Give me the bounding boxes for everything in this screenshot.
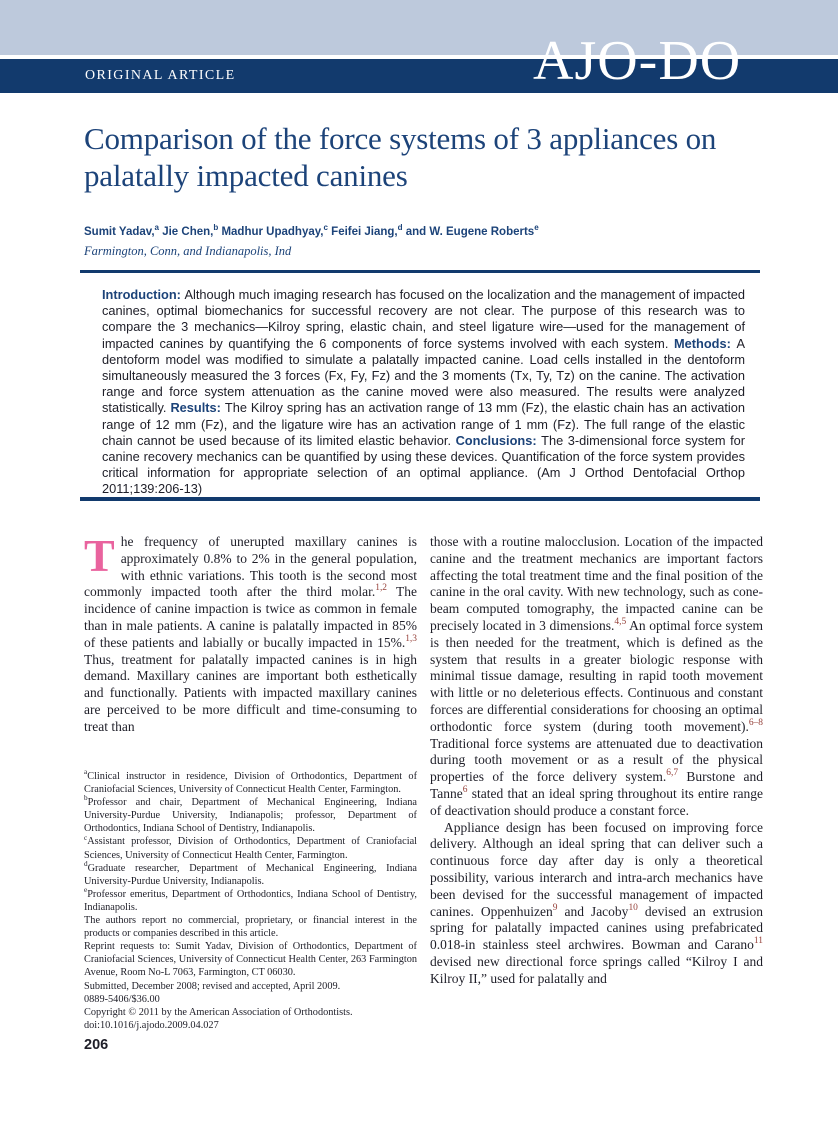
footnote-item: Copyright © 2011 by the American Association of Orthodontists. bbox=[84, 1006, 353, 1018]
footnote-item: Submitted, December 2008; revised and accepted, April 2009. bbox=[84, 980, 341, 992]
body-paragraph: those with a routine malocclusion. Location of the impacted canine and the treatment mechanics are important factors affecting the total treatment time and the final position of the canine in the oral cavity. With new technology, such as cone-beam computed tomography, the impacted canine can be precisely located in 3 dimensions.$^{4,5}$ An optimal force system is then needed for the treatment, which is defined as the system that results in a greater biologic response with minimal tissue damage, resulting in rapid tooth movement with little or no deleterious effects. Continuous and constant forces are differential considerations for choosing an optimal orthodontic force system (during tooth movement).$^{6-8}$ Traditional force systems are attenuated due to deactivation during tooth movement or as a result of the physical properties of the force delivery system.$^{6,7}$ Burstone and Tanne$^6$ stated that an ideal spring throughout its entire range of deactivation should produce a constant force. bbox=[430, 534, 763, 818]
intro-paragraph: he frequency of unerupted maxillary canines is approximately 0.8% to 2% in the general population, with ethnic variations. This tooth is the second most commonly impacted tooth after the third molar.$^{1,2}$ The incidence of canine impaction is twice as common in female than in male patients. A canine is palatally impacted in 85% of these patients and labially or bucally impacted in 15%.$^{1,3}$ Thus, treatment for palatally impacted canines is in high demand. Maxillary canines are important both esthetically and functionally. Patients with impacted maxillary canines are perceived to be more difficult and time-consuming to treat than bbox=[84, 534, 417, 734]
footnote-item: $^e$Professor emeritus, Department of Orthodontics, Indiana School of Dentistry, Indianapolis. bbox=[84, 886, 417, 913]
journal-logo: AJO-DO bbox=[533, 30, 742, 92]
abstract-rule-bottom bbox=[80, 497, 760, 501]
abstract-text: Introduction: Although much imaging research has focused on the localization and the management of impacted canines, optimal biomechanics for successful recovery are not clear. The purpose of this research was to compare the 3 mechanics—Kilroy spring, elastic chain, and steel ligature wire—used for the management of impacted canines by quantifying the 6 components of force systems involved with each system. Methods: A dentoform model was modified to simulate a palatally impacted canine. Load cells installed in the dentoform simultaneously measured the 3 forces (Fx, Fy, Fz) and the 3 moments (Tx, Ty, Tz) on the canine. The activation range and force system attenuation as the canine moved were also measured. The results were analyzed statistically. Results: The Kilroy spring has an activation range of 13 mm (Fz), the elastic chain has an activation range of 12 mm (Fz), and the ligature wire has an activation range of 1 mm (Fz). The full range of the elastic chain cannot be used because of its limited elastic behavior. Conclusions: The 3-dimensional force system for canine recovery mechanics can be quantified by using these devices. Quantification of the force system provides critical information for appropriate selection of an optimal appliance. (Am J Orthod Dentofacial Orthop 2011;139:206-13) bbox=[102, 287, 746, 497]
affiliation-line: Farmington, Conn, and Indianapolis, Ind bbox=[84, 244, 292, 258]
drop-cap: T bbox=[84, 530, 115, 581]
authors-line: Sumit Yadav,$^a$ Jie Chen,$^b$ Madhur Upadhyay,$^c$ Feifei Jiang,$^d$ and W. Eugene Roberts$^e$ bbox=[84, 222, 539, 238]
body-paragraph: Appliance design has been focused on improving force delivery. Although an ideal spring that can deliver such a continuous force day after day is only a theoretical possibility, various interarch and intra-arch mechanics have been devised for the successful management of impacted canines. Oppenhuizen$^9$ and Jacoby$^{10}$ devised an extrusion spring for palatally impacted canines using prefabricated 0.018-in stainless steel archwires. Bowman and Carano$^{11}$ devised new directional force springs called “Kilroy I and Kilroy II,” used for palatally and bbox=[430, 819, 763, 986]
body-right-column bbox=[430, 534, 763, 988]
body-left-column bbox=[84, 530, 417, 736]
footnote-item: 0889-5406/$36.00 bbox=[84, 993, 160, 1005]
footnotes-block bbox=[84, 770, 417, 1032]
article-title: Comparison of the force systems of 3 appliances on palatally impacted canines bbox=[84, 121, 717, 193]
article-type-label: ORIGINAL ARTICLE bbox=[85, 68, 236, 83]
abstract-rule-top bbox=[80, 270, 760, 273]
page-number: 206 bbox=[84, 1037, 109, 1053]
footnote-item: $^a$Clinical instructor in residence, Division of Orthodontics, Department of Craniofacial Sciences, University of Connecticut Health Center, Farmington. bbox=[84, 768, 417, 796]
footnote-item: $^b$Professor and chair, Department of Mechanical Engineering, Indiana University-Purdue University, Indianapolis; professor, Department of Orthodontics, Indiana School of Dentistry, Indianapolis. bbox=[84, 794, 417, 835]
footnote-item: doi:10.1016/j.ajodo.2009.04.027 bbox=[84, 1019, 219, 1031]
footnote-item: The authors report no commercial, proprietary, or financial interest in the products or companies described in this article. bbox=[84, 915, 417, 940]
footnote-item: $^d$Graduate researcher, Department of Mechanical Engineering, Indiana University-Purdue University, Indianapolis. bbox=[84, 859, 417, 887]
footnote-item: $^c$Assistant professor, Division of Orthodontics, Department of Craniofacial Sciences, University of Connecticut Health Center, Farmington. bbox=[84, 833, 417, 861]
footnote-item: Reprint requests to: Sumit Yadav, Division of Orthodontics, Department of Craniofacial Sciences, University of Connecticut Health Center, 263 Farmington Avenue, Room No-L 7063, Farmington, CT 06030. bbox=[84, 941, 417, 979]
